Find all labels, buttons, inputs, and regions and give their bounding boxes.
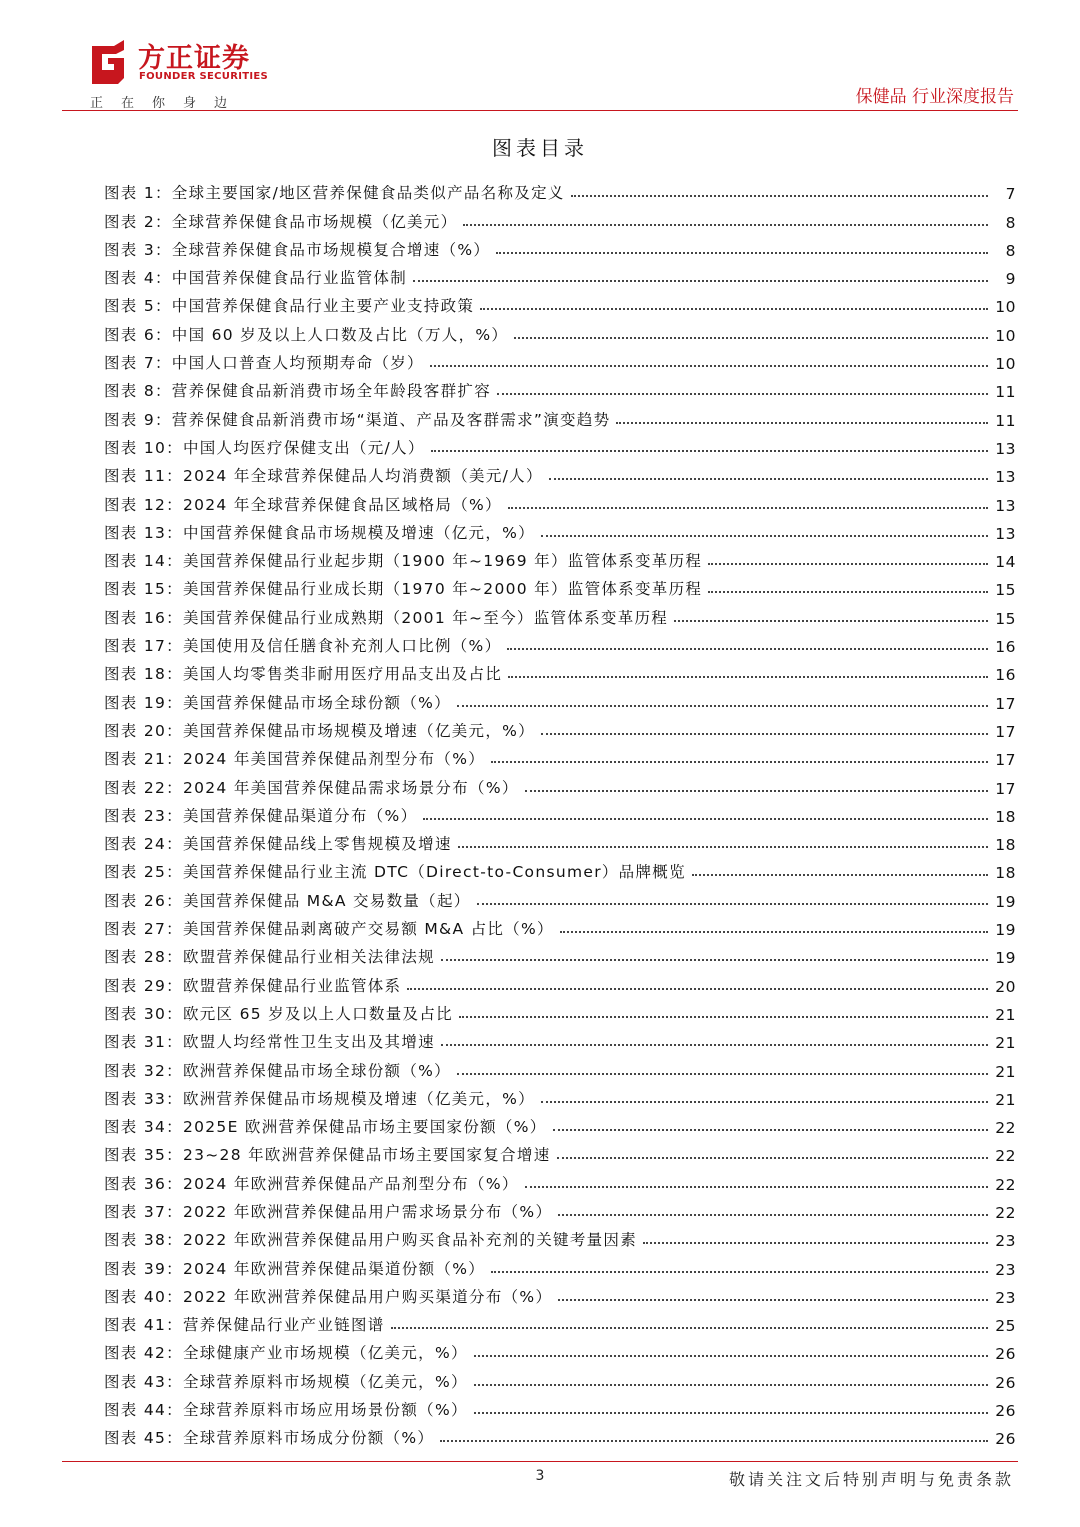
- toc-leader-dots: [525, 790, 988, 792]
- toc-entry-label: 图表 1：全球主要国家/地区营养保健食品类似产品名称及定义: [104, 184, 565, 203]
- toc-entry[interactable]: [104, 599, 1016, 627]
- toc-entry-label: 图表 29：欧盟营养保健品行业监管体系: [104, 976, 402, 995]
- toc-entry-label: 图表 44：全球营养原料市场应用场景份额（%）: [104, 1401, 468, 1420]
- toc-entry[interactable]: [104, 345, 1016, 373]
- toc-entry-label: 图表 13：中国营养保健食品市场规模及增速（亿元，%）: [104, 523, 535, 542]
- toc-entry-label: 图表 35：23~28 年欧洲营养保健品市场主要国家复合增速: [104, 1146, 551, 1165]
- toc-entry[interactable]: [104, 486, 1016, 514]
- toc-leader-dots: [514, 337, 988, 339]
- toc-entry[interactable]: [104, 967, 1016, 995]
- toc-entry-label: 图表 41：营养保健品行业产业链图谱: [104, 1316, 385, 1335]
- toc-entry-page: 25: [995, 1317, 1016, 1336]
- toc-entry-page: 13: [995, 496, 1016, 515]
- toc-entry[interactable]: [104, 1420, 1016, 1448]
- toc-leader-dots: [458, 846, 988, 848]
- toc-entry-label: 图表 28：欧盟营养保健品行业相关法律法规: [104, 948, 435, 967]
- toc-entry-page: 26: [995, 1373, 1016, 1392]
- toc-entry-label: 图表 43：全球营养原料市场规模（亿美元，%）: [104, 1372, 468, 1391]
- toc-entry-label: 图表 4：中国营养保健食品行业监管体制: [104, 269, 407, 288]
- toc-entry[interactable]: [104, 656, 1016, 684]
- toc-entry[interactable]: [104, 741, 1016, 769]
- toc-leader-dots: [477, 903, 988, 905]
- toc-entry-page: 13: [995, 468, 1016, 487]
- toc-leader-dots: [463, 224, 988, 226]
- toc-entry[interactable]: [104, 1109, 1016, 1137]
- footer-divider: [62, 1461, 1018, 1462]
- toc-entry-label: 图表 31：欧盟人均经常性卫生支出及其增速: [104, 1033, 435, 1052]
- toc-entry-page: 21: [995, 1005, 1016, 1024]
- toc-entry-page: 23: [995, 1288, 1016, 1307]
- toc-leader-dots: [557, 1157, 988, 1159]
- toc-entry-label: 图表 10：中国人均医疗保健支出（元/人）: [104, 438, 425, 457]
- toc-entry[interactable]: [104, 854, 1016, 882]
- toc-entry-label: 图表 17：美国使用及信任膳食补充剂人口比例（%）: [104, 637, 502, 656]
- toc-entry-label: 图表 45：全球营养原料市场成分份额（%）: [104, 1429, 435, 1448]
- toc-entry[interactable]: [104, 175, 1016, 203]
- toc-entry-page: 21: [995, 1034, 1016, 1053]
- toc-entry-page: 18: [995, 807, 1016, 826]
- toc-entry-page: 16: [995, 638, 1016, 657]
- toc-entry-label: 图表 6：中国 60 岁及以上人口数及占比（万人，%）: [104, 325, 509, 344]
- toc-entry-label: 图表 19：美国营养保健品市场全球份额（%）: [104, 693, 451, 712]
- toc-entry-page: 18: [995, 864, 1016, 883]
- table-of-figures: [104, 175, 1016, 1448]
- toc-leader-dots: [558, 1214, 988, 1216]
- toc-leader-dots: [459, 1016, 988, 1018]
- toc-entry[interactable]: [104, 1194, 1016, 1222]
- toc-entry-page: 21: [995, 1062, 1016, 1081]
- toc-entry-label: 图表 21：2024 年美国营养保健品剂型分布（%）: [104, 750, 486, 769]
- toc-leader-dots: [413, 280, 988, 282]
- toc-entry[interactable]: [104, 316, 1016, 344]
- toc-leader-dots: [616, 422, 988, 424]
- toc-leader-dots: [525, 1186, 988, 1188]
- toc-entry-label: 图表 11：2024 年全球营养保健品人均消费额（美元/人）: [104, 467, 543, 486]
- toc-title: 图表目录: [492, 136, 588, 160]
- toc-leader-dots: [480, 308, 988, 310]
- toc-leader-dots: [423, 818, 988, 820]
- toc-entry[interactable]: [104, 1081, 1016, 1109]
- toc-leader-dots: [507, 648, 988, 650]
- toc-entry[interactable]: [104, 373, 1016, 401]
- toc-leader-dots: [643, 1242, 988, 1244]
- toc-entry[interactable]: [104, 288, 1016, 316]
- toc-leader-dots: [541, 733, 988, 735]
- toc-entry-page: 19: [995, 949, 1016, 968]
- toc-entry-label: 图表 3：全球营养保健食品市场规模复合增速（%）: [104, 240, 491, 259]
- toc-entry-label: 图表 40：2022 年欧洲营养保健品用户购买渠道分布（%）: [104, 1287, 553, 1306]
- toc-entry-label: 图表 2：全球营养保健食品市场规模（亿美元）: [104, 212, 458, 231]
- toc-entry-label: 图表 33：欧洲营养保健品市场规模及增速（亿美元，%）: [104, 1089, 535, 1108]
- toc-entry[interactable]: [104, 996, 1016, 1024]
- toc-entry-page: 26: [995, 1345, 1016, 1364]
- toc-entry-page: 22: [995, 1147, 1016, 1166]
- toc-entry[interactable]: [104, 939, 1016, 967]
- toc-entry-page: 13: [995, 524, 1016, 543]
- toc-entry-page: 22: [995, 1119, 1016, 1138]
- toc-entry-page: 17: [995, 779, 1016, 798]
- toc-entry-page: 8: [1005, 241, 1016, 260]
- toc-entry[interactable]: [104, 1165, 1016, 1193]
- toc-leader-dots: [431, 450, 988, 452]
- toc-entry-page: 23: [995, 1260, 1016, 1279]
- toc-entry-page: 10: [995, 355, 1016, 374]
- toc-entry[interactable]: [104, 1137, 1016, 1165]
- toc-leader-dots: [474, 1355, 988, 1357]
- toc-entry-label: 图表 22：2024 年美国营养保健品需求场景分布（%）: [104, 778, 519, 797]
- toc-entry[interactable]: [104, 1279, 1016, 1307]
- toc-leader-dots: [441, 959, 988, 961]
- brand-name: 方正证券: [138, 43, 250, 74]
- toc-leader-dots: [491, 761, 988, 763]
- toc-leader-dots: [457, 705, 988, 707]
- toc-entry[interactable]: [104, 430, 1016, 458]
- toc-entry-page: 19: [995, 892, 1016, 911]
- toc-leader-dots: [558, 1299, 988, 1301]
- toc-entry[interactable]: [104, 1250, 1016, 1278]
- toc-entry-page: 17: [995, 694, 1016, 713]
- brand-name-english: FOUNDER SECURITIES: [139, 71, 269, 82]
- toc-leader-dots: [391, 1327, 988, 1329]
- toc-leader-dots: [497, 393, 988, 395]
- toc-entry-page: 26: [995, 1430, 1016, 1449]
- toc-entry-label: 图表 9：营养保健食品新消费市场“渠道、产品及客群需求”演变趋势: [104, 410, 611, 429]
- report-type: 保健品 行业深度报告: [855, 87, 1014, 107]
- page-number: 3: [535, 1468, 545, 1484]
- toc-entry[interactable]: [104, 684, 1016, 712]
- disclaimer-note: 敬请关注文后特别声明与免责条款: [728, 1470, 1014, 1489]
- toc-leader-dots: [496, 252, 988, 254]
- page-header: [0, 0, 1080, 112]
- toc-entry-label: 图表 27：美国营养保健品剥离破产交易额 M&A 占比（%）: [104, 920, 554, 939]
- toc-entry-page: 16: [995, 666, 1016, 685]
- toc-leader-dots: [508, 507, 988, 509]
- toc-entry-label: 图表 36：2024 年欧洲营养保健品产品剂型分布（%）: [104, 1174, 519, 1193]
- toc-entry-label: 图表 14：美国营养保健品行业起步期（1900 年~1969 年）监管体系变革历程: [104, 552, 703, 571]
- toc-entry-page: 11: [995, 383, 1016, 402]
- toc-entry-page: 26: [995, 1402, 1016, 1421]
- toc-leader-dots: [708, 563, 988, 565]
- header-divider: [62, 110, 1018, 111]
- toc-entry-label: 图表 42：全球健康产业市场规模（亿美元，%）: [104, 1344, 468, 1363]
- toc-entry[interactable]: [104, 713, 1016, 741]
- toc-entry[interactable]: [104, 1335, 1016, 1363]
- toc-entry-label: 图表 25：美国营养保健品行业主流 DTC（Direct-to-Consumer）品牌概览: [104, 863, 686, 882]
- toc-leader-dots: [407, 988, 988, 990]
- toc-entry-page: 10: [995, 298, 1016, 317]
- toc-entry-label: 图表 8：营养保健食品新消费市场全年龄段客群扩容: [104, 382, 491, 401]
- toc-leader-dots: [508, 676, 988, 678]
- toc-leader-dots: [441, 1044, 988, 1046]
- toc-entry[interactable]: [104, 1363, 1016, 1391]
- toc-entry-label: 图表 16：美国营养保健品行业成熟期（2001 年~至今）监管体系变革历程: [104, 608, 669, 627]
- toc-entry-page: 7: [1005, 185, 1016, 204]
- toc-entry-page: 9: [1005, 270, 1016, 289]
- toc-leader-dots: [692, 874, 988, 876]
- toc-entry-page: 22: [995, 1203, 1016, 1222]
- toc-leader-dots: [541, 1101, 988, 1103]
- toc-leader-dots: [491, 1271, 988, 1273]
- toc-entry[interactable]: [104, 571, 1016, 599]
- toc-entry[interactable]: [104, 1392, 1016, 1420]
- toc-entry[interactable]: [104, 458, 1016, 486]
- toc-entry[interactable]: [104, 628, 1016, 656]
- toc-leader-dots: [440, 1440, 988, 1442]
- toc-entry-page: 17: [995, 751, 1016, 770]
- toc-entry-label: 图表 23：美国营养保健品渠道分布（%）: [104, 806, 418, 825]
- toc-entry[interactable]: [104, 1307, 1016, 1335]
- toc-leader-dots: [549, 478, 988, 480]
- toc-entry[interactable]: [104, 515, 1016, 543]
- toc-entry-label: 图表 15：美国营养保健品行业成长期（1970 年~2000 年）监管体系变革历程: [104, 580, 703, 599]
- toc-entry[interactable]: [104, 1052, 1016, 1080]
- founder-logo-icon: [88, 40, 128, 84]
- toc-entry-label: 图表 5：中国营养保健食品行业主要产业支持政策: [104, 297, 475, 316]
- toc-entry[interactable]: [104, 1024, 1016, 1052]
- toc-leader-dots: [430, 365, 988, 367]
- toc-entry[interactable]: [104, 203, 1016, 231]
- toc-entry-page: 11: [995, 411, 1016, 430]
- toc-entry[interactable]: [104, 911, 1016, 939]
- toc-entry-label: 图表 34：2025E 欧洲营养保健品市场主要国家份额（%）: [104, 1118, 547, 1137]
- toc-entry[interactable]: [104, 769, 1016, 797]
- toc-leader-dots: [708, 591, 988, 593]
- toc-entry-page: 15: [995, 581, 1016, 600]
- toc-entry-page: 13: [995, 439, 1016, 458]
- toc-entry-page: 23: [995, 1232, 1016, 1251]
- toc-entry-label: 图表 20：美国营养保健品市场规模及增速（亿美元，%）: [104, 721, 535, 740]
- toc-entry-page: 20: [995, 977, 1016, 996]
- toc-entry-label: 图表 32：欧洲营养保健品市场全球份额（%）: [104, 1061, 451, 1080]
- toc-leader-dots: [553, 1129, 988, 1131]
- toc-entry-page: 21: [995, 1090, 1016, 1109]
- toc-entry-page: 8: [1005, 213, 1016, 232]
- toc-entry-page: 10: [995, 326, 1016, 345]
- toc-entry-page: 19: [995, 921, 1016, 940]
- toc-leader-dots: [560, 931, 988, 933]
- toc-entry[interactable]: [104, 543, 1016, 571]
- toc-leader-dots: [541, 535, 988, 537]
- toc-leader-dots: [474, 1384, 988, 1386]
- toc-leader-dots: [474, 1412, 988, 1414]
- toc-entry[interactable]: [104, 401, 1016, 429]
- toc-leader-dots: [457, 1073, 988, 1075]
- toc-entry-label: 图表 18：美国人均零售类非耐用医疗用品支出及占比: [104, 665, 503, 684]
- toc-entry[interactable]: [104, 232, 1016, 260]
- toc-leader-dots: [571, 195, 988, 197]
- toc-entry-label: 图表 24：美国营养保健品线上零售规模及增速: [104, 835, 452, 854]
- toc-entry-label: 图表 37：2022 年欧洲营养保健品用户需求场景分布（%）: [104, 1202, 553, 1221]
- toc-entry-page: 15: [995, 609, 1016, 628]
- toc-entry-label: 图表 30：欧元区 65 岁及以上人口数量及占比: [104, 1004, 453, 1023]
- toc-entry[interactable]: [104, 826, 1016, 854]
- toc-entry-label: 图表 38：2022 年欧洲营养保健品用户购买食品补充剂的关键考量因素: [104, 1231, 638, 1250]
- toc-leader-dots: [674, 620, 988, 622]
- toc-entry-page: 14: [995, 553, 1016, 572]
- toc-entry-label: 图表 39：2024 年欧洲营养保健品渠道份额（%）: [104, 1259, 486, 1278]
- toc-entry-page: 17: [995, 722, 1016, 741]
- toc-entry[interactable]: [104, 1222, 1016, 1250]
- toc-entry-page: 22: [995, 1175, 1016, 1194]
- toc-entry-label: 图表 7：中国人口普查人均预期寿命（岁）: [104, 354, 424, 373]
- toc-entry-page: 18: [995, 836, 1016, 855]
- toc-entry[interactable]: [104, 882, 1016, 910]
- toc-entry[interactable]: [104, 260, 1016, 288]
- toc-entry[interactable]: [104, 798, 1016, 826]
- brand-slogan: 正在你身边: [90, 96, 246, 111]
- toc-entry-label: 图表 26：美国营养保健品 M&A 交易数量（起）: [104, 891, 471, 910]
- toc-entry-label: 图表 12：2024 年全球营养保健食品区域格局（%）: [104, 495, 502, 514]
